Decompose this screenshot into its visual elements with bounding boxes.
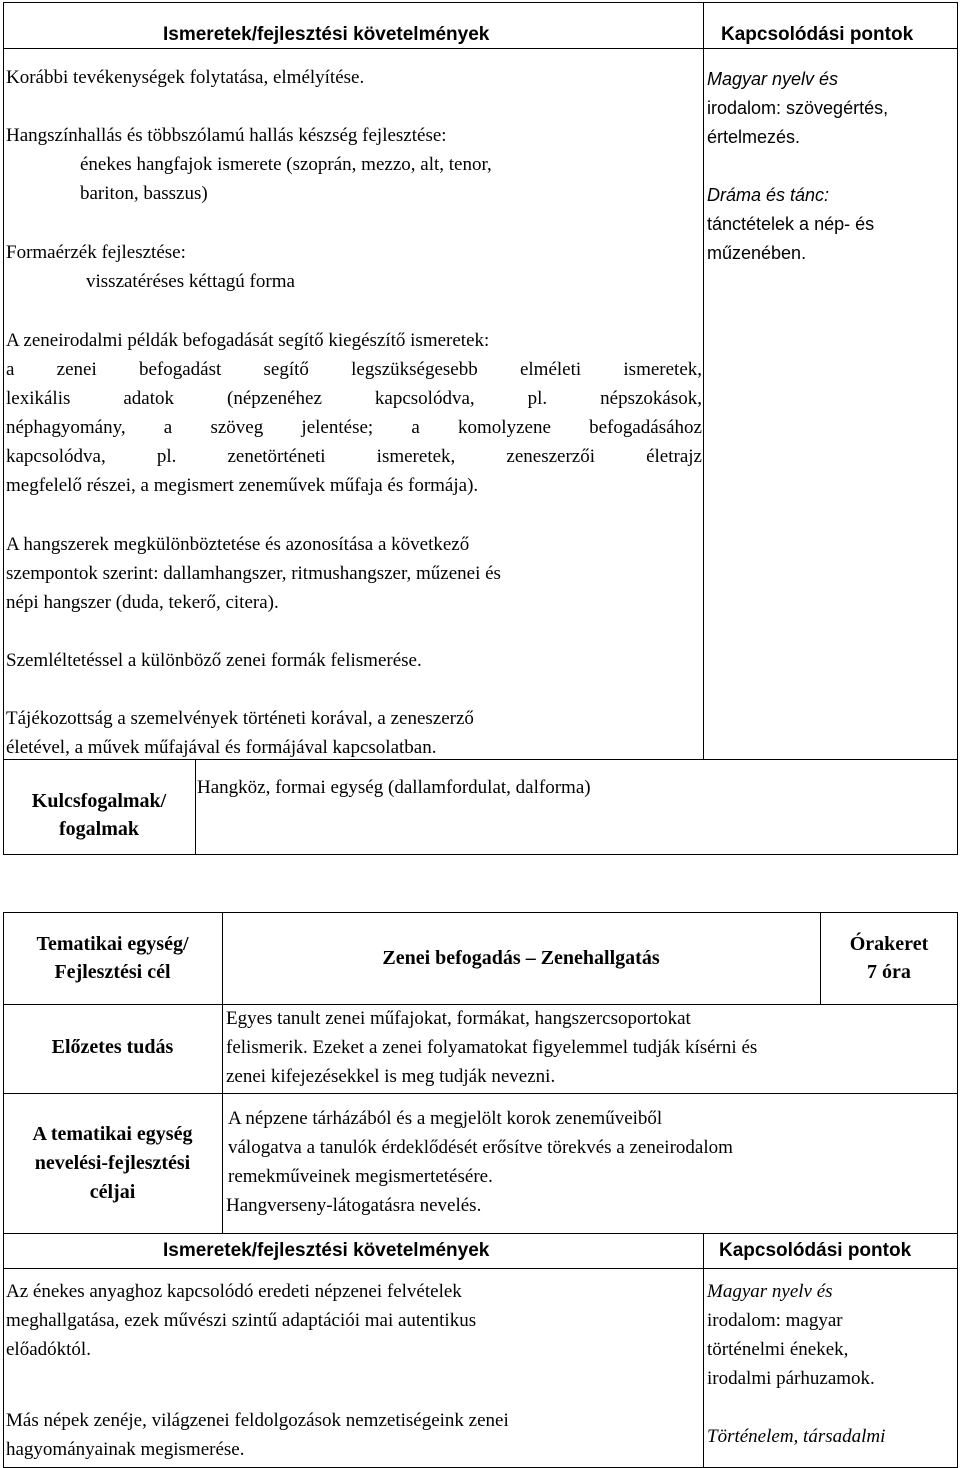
kulcsfogalmak-label: fogalmak	[59, 818, 139, 840]
requirement-text: hagyományainak megismerése.	[6, 1439, 245, 1460]
requirement-text: meghallgatása, ezek művészi szintű adaptációi mai autentikus	[6, 1310, 477, 1331]
requirement-text: lexikális adatok (népzenéhez kapcsolódva, pl. népszokások,	[6, 388, 702, 409]
requirement-text: megfelelő részei, a megismert zeneművek műfaja és formája).	[6, 475, 479, 496]
kulcs-column-divider	[195, 759, 196, 855]
requirement-text: Hangszínhallás és többszólamú hallás készség fejlesztése:	[6, 125, 447, 146]
orakeret-label: Órakeret	[849, 933, 929, 955]
connection-text: történelmi énekek,	[707, 1339, 849, 1360]
orakeret-value: 7 óra	[867, 961, 911, 983]
elozetes-tudas-text: zenei kifejezésekkel is meg tudják nevezni.	[226, 1066, 556, 1087]
requirement-text: Más népek zenéje, világzenei feldolgozások nemzetiségeink zenei	[6, 1410, 509, 1431]
requirement-text: A zeneirodalmi példák befogadását segítő kiegészítő ismeretek:	[6, 330, 490, 351]
requirement-text: visszatéréses kéttagú forma	[86, 271, 295, 292]
row-divider	[3, 1233, 958, 1234]
column-divider	[703, 1233, 704, 1468]
requirement-text: énekes hangfajok ismerete (szoprán, mezzo, alt, tenor,	[80, 154, 492, 175]
connection-text: tánctételek a nép- és	[707, 214, 875, 234]
celjai-text: remekműveinek megismertetésére.	[228, 1166, 493, 1187]
connection-text: irodalmi párhuzamok.	[707, 1368, 875, 1389]
column-divider	[703, 2, 704, 759]
requirement-text: életével, a művek műfajával és formájával kapcsolatban.	[6, 737, 437, 758]
requirement-text: előadóktól.	[6, 1339, 91, 1360]
requirement-text: szempontok szerint: dallamhangszer, ritmushangszer, műzenei és	[6, 563, 501, 584]
requirement-text: bariton, basszus)	[80, 183, 208, 204]
connection-subject: Történelem, társadalmi	[707, 1426, 886, 1447]
connection-subject: Magyar nyelv és	[707, 69, 839, 89]
connection-text: műzenében.	[707, 243, 807, 263]
requirement-text: népi hangszer (duda, tekerő, citera).	[6, 592, 279, 613]
requirement-text: A hangszerek megkülönböztetése és azonosítása a következő	[6, 534, 470, 555]
celjai-label: nevelési-fejlesztési	[34, 1152, 191, 1174]
right-column-header: Kapcsolódási pontok	[721, 24, 914, 45]
celjai-text: válogatva a tanulók érdeklődését erősítve törekvés a zeneirodalom	[228, 1137, 733, 1158]
requirement-text: kapcsolódva, pl. zenetörténeti ismeretek, zeneszerzői életrajz	[6, 446, 702, 467]
unit-title: Zenei befogadás – Zenehallgatás	[382, 947, 660, 969]
elozetes-tudas-text: Egyes tanult zenei műfajokat, formákat, hangszercsoportokat	[226, 1008, 691, 1029]
requirement-text: Szemléltetéssel a különböző zenei formák felismerése.	[6, 650, 422, 671]
celjai-label: A tematikai egység	[32, 1123, 193, 1145]
right-column-header: Kapcsolódási pontok	[719, 1240, 912, 1261]
kulcsfogalmak-label: Kulcsfogalmak/	[31, 790, 167, 812]
requirement-text: Az énekes anyaghoz kapcsolódó eredeti népzenei felvételek	[6, 1281, 462, 1302]
celjai-text: A népzene tárházából és a megjelölt korok zeneműveiből	[228, 1108, 663, 1129]
tematikai-label: Tematikai egység/	[36, 933, 189, 955]
left-column-header: Ismeretek/fejlesztési követelmények	[163, 24, 490, 45]
celjai-text: Hangverseny-látogatásra nevelés.	[226, 1195, 482, 1216]
connection-subject: Dráma és tánc:	[707, 185, 830, 205]
header-divider	[3, 1268, 958, 1269]
left-column-header: Ismeretek/fejlesztési követelmények	[163, 1240, 490, 1261]
celjai-label: céljai	[89, 1181, 136, 1203]
elozetes-tudas-label: Előzetes tudás	[51, 1036, 174, 1058]
tematikai-label: Fejlesztési cél	[54, 961, 171, 983]
requirement-text: Tájékozottság a szemelvények történeti korával, a zeneszerző	[6, 708, 474, 729]
row-divider	[3, 1093, 958, 1094]
requirement-text: Formaérzék fejlesztése:	[6, 242, 186, 263]
kulcsfogalmak-value: Hangköz, formai egység (dallamfordulat, dalforma)	[197, 777, 591, 798]
connection-text: értelmezés.	[707, 127, 801, 147]
requirement-text: a zenei befogadást segítő legszükségesebb elméleti ismeretek,	[6, 359, 702, 380]
elozetes-tudas-text: felismerik. Ezeket a zenei folyamatokat figyelemmel tudják kísérni és	[226, 1037, 758, 1058]
requirement-text: Korábbi tevékenységek folytatása, elmélyítése.	[6, 67, 365, 88]
connection-text: irodalom: szövegértés,	[707, 98, 889, 118]
requirement-text: néphagyomány, a szöveg jelentése; a komolyzene befogadásához	[6, 417, 702, 438]
connection-subject: Magyar nyelv és	[707, 1281, 833, 1302]
connection-text: irodalom: magyar	[707, 1310, 843, 1331]
